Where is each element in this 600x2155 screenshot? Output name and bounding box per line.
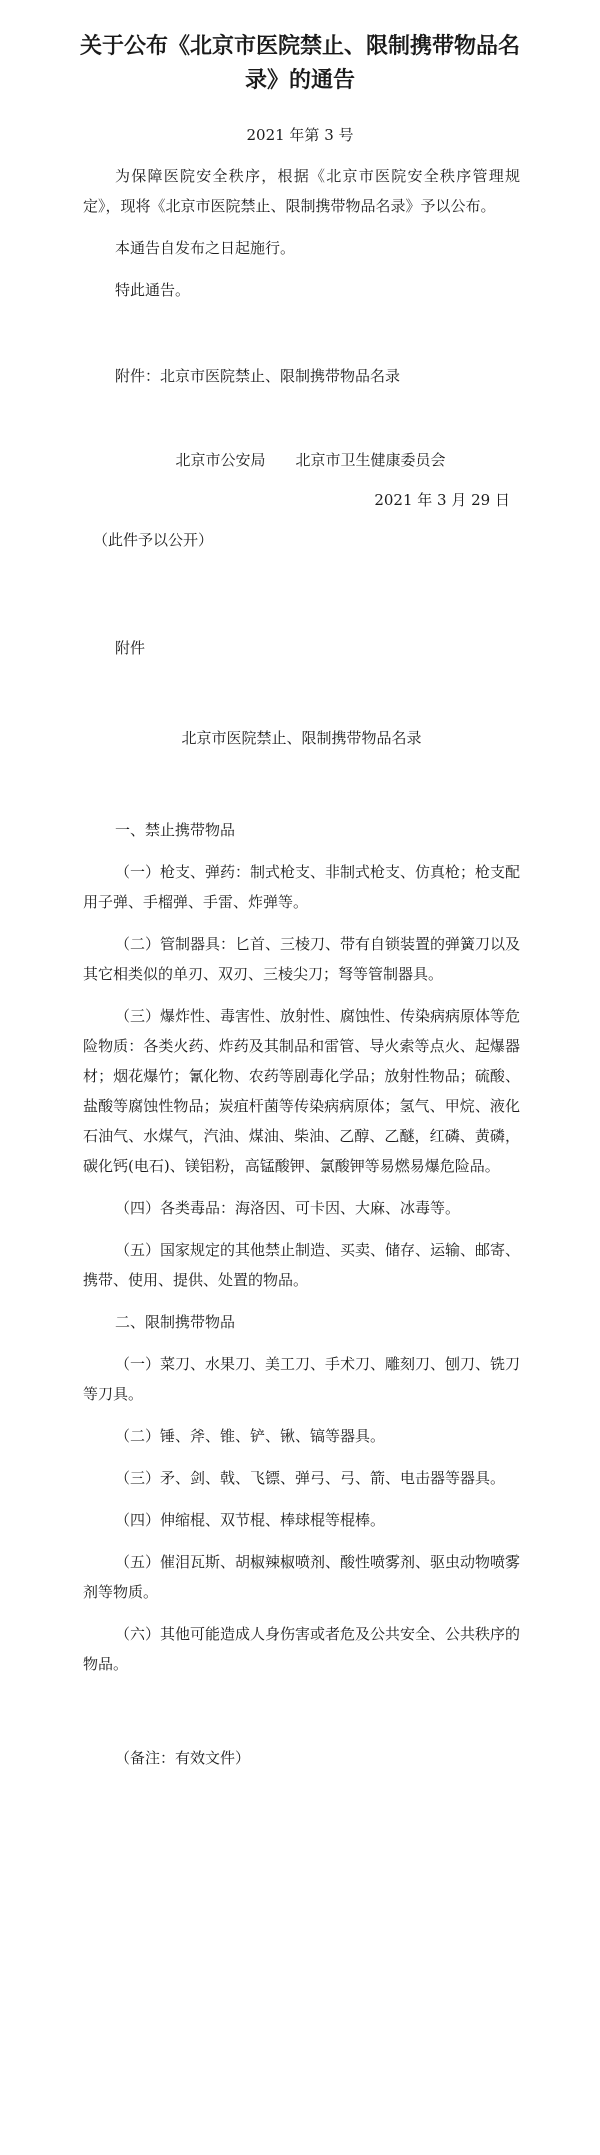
attachment-label: 附件: [115, 639, 146, 657]
section-heading-restricted: 二、限制携带物品: [115, 1313, 236, 1331]
notice-title: 关于公布《北京市医院禁止、限制携带物品名录》的通告: [79, 34, 520, 93]
restricted-item: （四）伸缩棍、双节棍、棒球棍等棍棒。: [115, 1511, 386, 1529]
document-number: 2021 年第 3 号: [246, 126, 354, 144]
attachment-title: 北京市医院禁止、限制携带物品名录: [181, 729, 422, 747]
prohibited-item: （三）爆炸性、毒害性、放射性、腐蚀性、传染病病原体等危险物质：各类火药、炸药及其制品和雷管、导火索等点火、起爆器材；烟花爆竹；氰化物、农药等剧毒化学品；放射性物品；硫酸、盐酸等腐蚀性物品；炭疽杆菌等传染病病原体；氢气、甲烷、液化石油气、水煤气，汽油、煤油、柴油、乙醇、乙醚，红磷、黄磷，碳化钙(电石)、镁铝粉，高锰酸钾、氯酸钾等易燃易爆危险品。: [83, 1007, 521, 1175]
prohibited-item: （一）枪支、弹药：制式枪支、非制式枪支、仿真枪；枪支配用子弹、手榴弹、手雷、炸弹等。: [83, 863, 521, 911]
prohibited-item: （四）各类毒品：海洛因、可卡因、大麻、冰毒等。: [115, 1199, 461, 1217]
body-paragraph: 为保障医院安全秩序，根据《北京市医院安全秩序管理规定》，现将《北京市医院禁止、限制携带物品名录》予以公布。: [83, 167, 520, 215]
prohibited-item: （二）管制器具：匕首、三棱刀、带有自锁装置的弹簧刀以及其它相类似的单刃、双刃、三棱尖刀；弩等管制器具。: [83, 935, 521, 983]
issuing-authorities: 北京市公安局 北京市卫生健康委员会: [175, 451, 446, 469]
restricted-item: （二）锤、斧、锥、铲、锹、镐等器具。: [115, 1427, 386, 1445]
restricted-item: （一）菜刀、水果刀、美工刀、手术刀、雕刻刀、刨刀、铣刀等刀具。: [83, 1355, 521, 1403]
restricted-item: （六）其他可能造成人身伤害或者危及公共安全、公共秩序的物品。: [83, 1625, 521, 1673]
remark-note: （备注：有效文件）: [115, 1749, 251, 1767]
body-paragraph: 本通告自发布之日起施行。: [115, 239, 296, 257]
prohibited-item: （五）国家规定的其他禁止制造、买卖、储存、运输、邮寄、携带、使用、提供、处置的物品。: [83, 1241, 521, 1289]
section-heading-prohibited: 一、禁止携带物品: [115, 821, 236, 839]
restricted-item: （三）矛、剑、戟、飞镖、弹弓、弓、箭、电击器等器具。: [115, 1469, 506, 1487]
restricted-item: （五）催泪瓦斯、胡椒辣椒喷剂、酸性喷雾剂、驱虫动物喷雾剂等物质。: [83, 1553, 521, 1601]
attachment-note: 附件：北京市医院禁止、限制携带物品名录: [115, 367, 401, 385]
body-paragraph: 特此通告。: [115, 281, 191, 299]
issue-date: 2021 年 3 月 29 日: [374, 491, 510, 509]
public-note: （此件予以公开）: [93, 531, 214, 549]
